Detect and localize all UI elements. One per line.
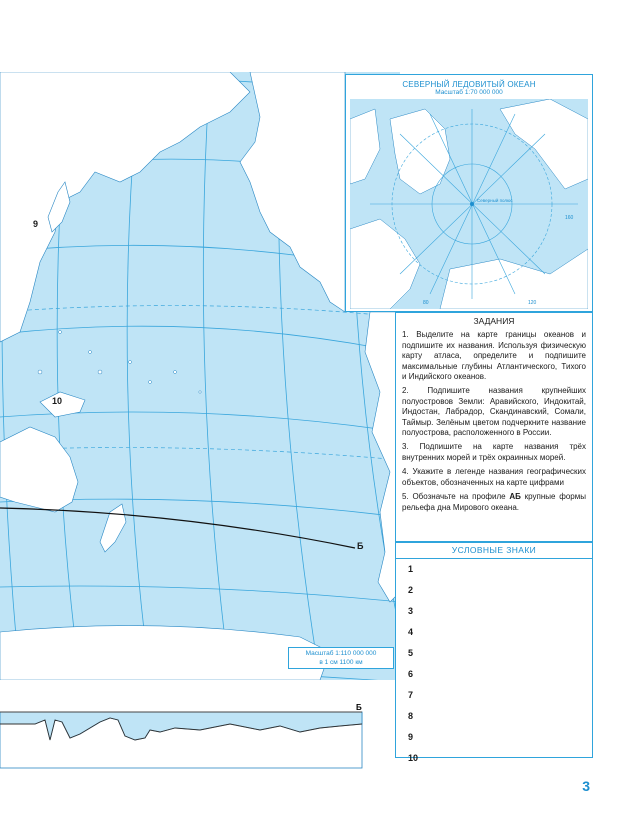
tasks-panel: [395, 312, 593, 542]
legend-row: 9: [408, 732, 414, 742]
ocean-floor-profile: [0, 700, 372, 770]
map-scale-box: [288, 647, 394, 669]
arctic-inset-map: [350, 99, 588, 309]
scale-line1: Масштаб 1:110 000 000: [305, 650, 377, 657]
task-item: 1. Выделите на карте границы океанов и подпишите их названия. Используя физическую карту атласа, определите и подпишите максимальные глубины Атлантического, Тихого и Индийского океанов.: [402, 330, 586, 382]
page-number: 3: [582, 778, 590, 794]
legend-row: 7: [408, 690, 414, 700]
scale-line2: в 1 см 1100 км: [319, 659, 363, 666]
map-label-b: Б: [357, 541, 364, 551]
task5-suffix: крупные формы рельефа дна Мирового океана.: [402, 492, 587, 512]
task-item: [396, 492, 592, 513]
legend-row: 1: [408, 564, 414, 574]
legend-row: 3: [408, 606, 414, 616]
task-item: 2. Подпишите названия крупнейших полуостровов Земли: Аравийского, Индокитай, Индостан, Лабрадор, Скандинавский, Сомали, Таймыр. Зелёным цветом подчеркните название полуострова, расположенного в России.: [402, 386, 586, 438]
inset-meridian-80: 80: [423, 300, 429, 306]
legend-row: 6: [408, 669, 414, 679]
task-item: 3. Подпишите на карте названия трёх внутренних морей и трёх окраинных морей.: [402, 442, 586, 462]
map-label-9: 9: [33, 219, 39, 229]
tasks-title: ЗАДАНИЯ: [473, 316, 515, 326]
inset-meridian-120: 120: [528, 300, 537, 306]
map-label-10: 10: [52, 396, 63, 406]
legend-row: 2: [408, 585, 414, 595]
task5-prefix: 5. Обозначьте на профиле: [402, 492, 510, 502]
inset-scale: Масштаб 1:70 000 000: [435, 89, 503, 96]
legend-title: УСЛОВНЫЕ ЗНАКИ: [396, 543, 592, 559]
profile-end-label: Б: [356, 703, 362, 712]
main-world-map: [0, 72, 400, 680]
task-item: 4. Укажите в легенде названия географических объектов, обозначенных на карте цифрами: [402, 467, 586, 487]
legend-row: 8: [408, 711, 414, 721]
north-pole-label: Северный полюс: [477, 198, 513, 203]
legend-row: 4: [408, 627, 414, 637]
legend-panel: [395, 542, 593, 763]
inset-meridian-160: 160: [565, 215, 574, 221]
arctic-inset: [345, 74, 593, 312]
task5-bold: АБ: [509, 492, 521, 502]
legend-row: 5: [408, 648, 414, 658]
legend-row: 10: [408, 753, 419, 763]
inset-title: СЕВЕРНЫЙ ЛЕДОВИТЫЙ ОКЕАН: [402, 80, 536, 89]
